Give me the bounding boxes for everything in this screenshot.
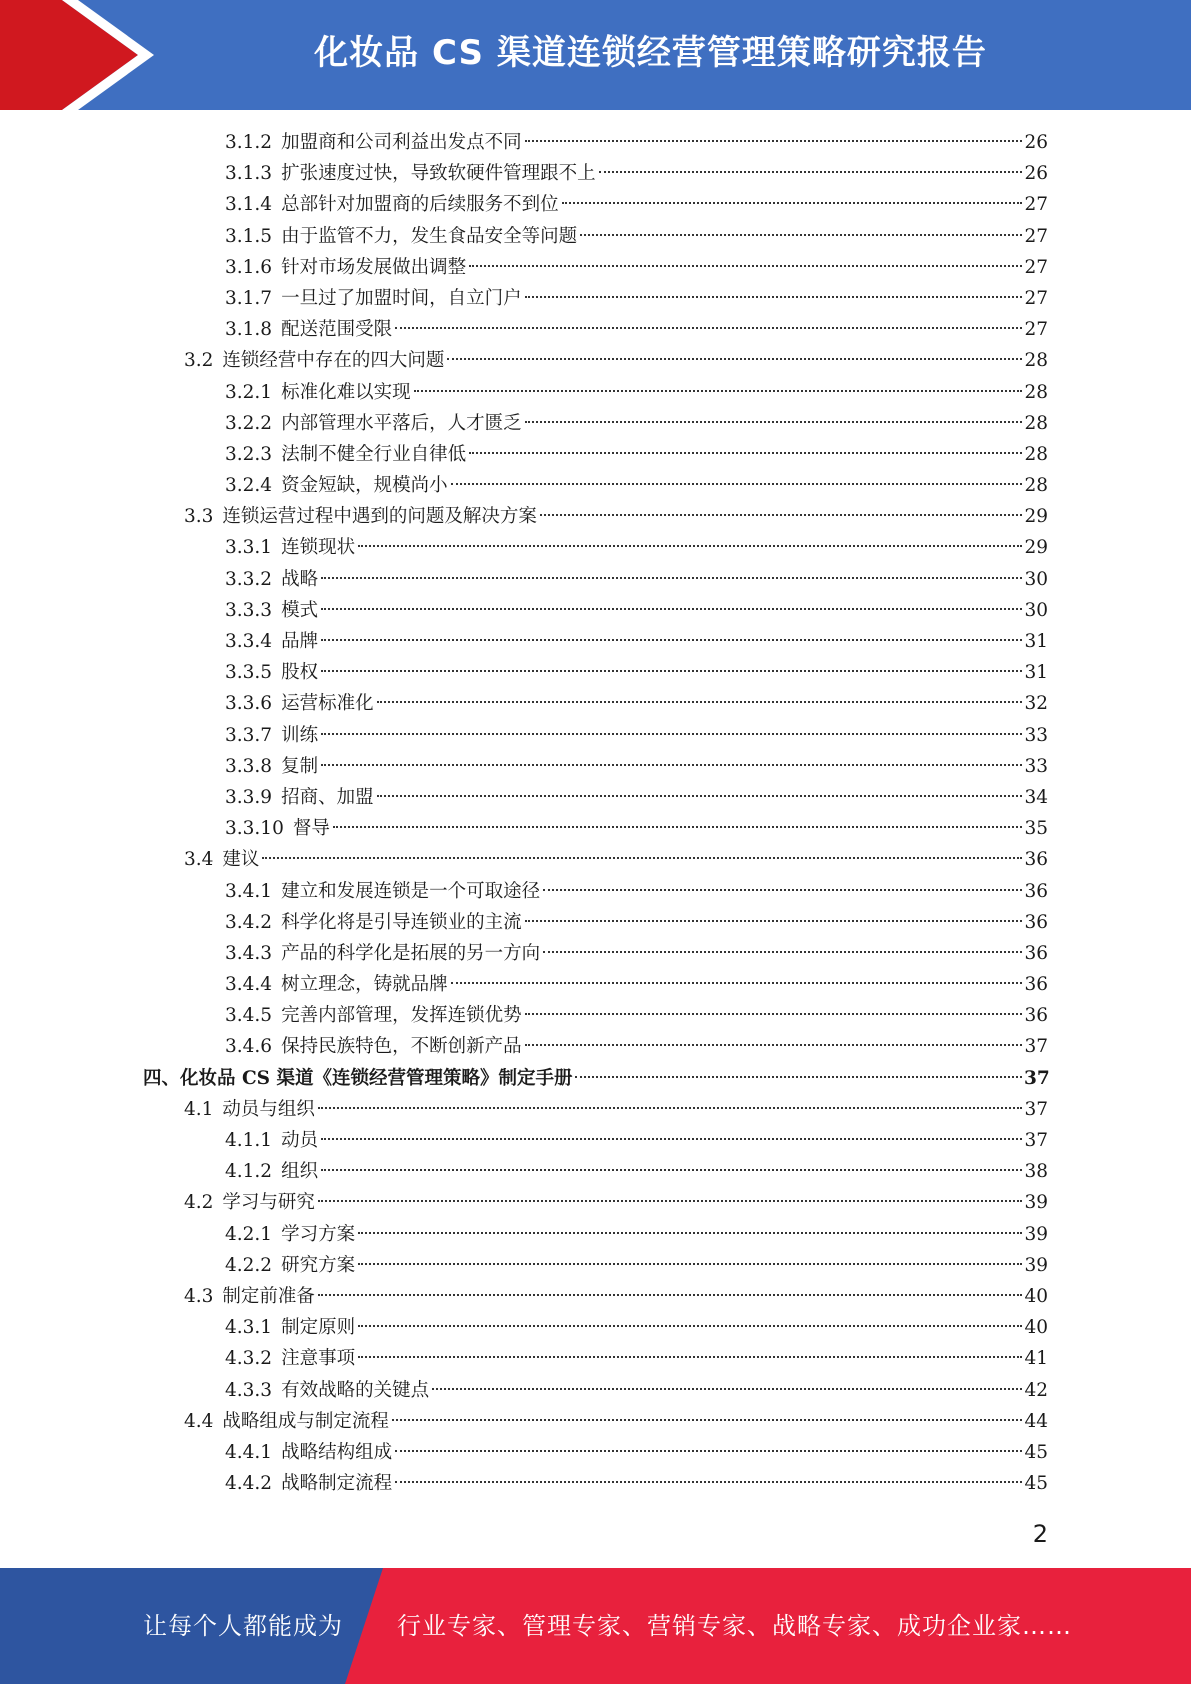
- toc-entry-title: 研究方案: [281, 1254, 356, 1276]
- toc-entry-title: 模式: [281, 599, 319, 621]
- toc-entry-title: 动员: [281, 1130, 319, 1151]
- toc-dot-leader: [469, 452, 1022, 454]
- toc-dot-leader: [358, 545, 1022, 547]
- toc-entry-page: 28: [1024, 381, 1048, 403]
- toc-entry-page: 34: [1024, 786, 1048, 808]
- toc-entry-number: 3.4.5: [225, 1005, 273, 1027]
- toc-entry-title: 督导: [292, 818, 330, 840]
- toc-entry[interactable]: [0, 907, 1191, 938]
- toc-entry-number: 3.4.6: [225, 1036, 273, 1058]
- toc-entry-page: 42: [1024, 1379, 1048, 1401]
- toc-entry-number: 3.1.2: [225, 132, 273, 153]
- toc-entry[interactable]: [0, 782, 1191, 813]
- toc-entry-title: 战略组成与制定流程: [222, 1410, 389, 1432]
- toc-entry[interactable]: [0, 221, 1191, 252]
- toc-dot-leader: [321, 577, 1022, 579]
- toc-entry[interactable]: [0, 564, 1191, 595]
- toc-entry-page: 28: [1024, 412, 1048, 434]
- toc-dot-leader: [525, 1013, 1022, 1015]
- toc-entry-page: 28: [1024, 443, 1048, 465]
- toc-entry-number: 3.1.4: [225, 194, 273, 216]
- toc-entry-title: 复制: [281, 755, 319, 777]
- toc-entry-page: 30: [1024, 599, 1048, 621]
- toc-entry-title: 连锁运营过程中遇到的问题及解决方案: [222, 506, 537, 528]
- toc-entry-page: 36: [1024, 849, 1048, 871]
- toc-entry-number: 3.1.5: [225, 225, 273, 247]
- toc-dot-leader: [358, 1325, 1022, 1327]
- toc-entry-page: 45: [1024, 1441, 1048, 1463]
- toc-entry-title: 树立理念，铸就品牌: [281, 974, 448, 996]
- toc-entry-page: 45: [1024, 1473, 1048, 1495]
- toc-entry-number: 3.2.4: [225, 475, 273, 497]
- toc-entry[interactable]: [0, 1063, 1191, 1094]
- toc-entry-title: 建议: [222, 849, 260, 871]
- toc-entry[interactable]: [0, 1312, 1191, 1343]
- toc-dot-leader: [525, 920, 1022, 922]
- toc-entry-page: 27: [1024, 194, 1048, 216]
- toc-dot-leader: [525, 1044, 1022, 1046]
- toc-entry-page: 26: [1024, 163, 1048, 185]
- toc-dot-leader: [395, 1450, 1022, 1452]
- toc-dot-leader: [321, 670, 1022, 672]
- toc-entry-number: 3.3.6: [225, 693, 273, 715]
- toc-entry[interactable]: [0, 969, 1191, 1000]
- toc-entry[interactable]: [0, 127, 1191, 158]
- toc-entry[interactable]: [0, 1250, 1191, 1281]
- toc-entry-title: 加盟商和公司利益出发点不同: [281, 132, 522, 153]
- toc-entry-title: 内部管理水平落后，人才匮乏: [281, 412, 522, 434]
- toc-entry-page: 44: [1024, 1410, 1048, 1432]
- toc-entry-page: 29: [1024, 506, 1048, 528]
- toc-entry-number: 3.3: [184, 506, 214, 528]
- toc-entry-title: 制定原则: [281, 1317, 356, 1339]
- toc-entry-number: 4.3.1: [225, 1317, 273, 1339]
- toc-entry-page: 27: [1024, 225, 1048, 247]
- toc-dot-leader: [543, 889, 1022, 891]
- toc-dot-leader: [358, 1232, 1022, 1234]
- toc-entry[interactable]: [0, 595, 1191, 626]
- toc-entry-page: 37: [1024, 1036, 1048, 1058]
- toc-entry[interactable]: [0, 1281, 1191, 1312]
- toc-entry-page: 35: [1024, 818, 1048, 840]
- toc-entry-number: 3.3.5: [225, 662, 273, 684]
- toc-entry-number: 3.3.2: [225, 568, 273, 590]
- toc-dot-leader: [451, 483, 1022, 485]
- toc-entry-number: 3.1.8: [225, 319, 273, 341]
- toc-entry[interactable]: [0, 470, 1191, 501]
- toc-entry-page: 27: [1024, 256, 1048, 278]
- toc-entry-page: 32: [1024, 693, 1048, 715]
- toc-entry[interactable]: [0, 1031, 1191, 1062]
- toc-dot-leader: [318, 1107, 1022, 1109]
- toc-entry-title: 由于监管不力，发生食品安全等问题: [281, 225, 578, 247]
- toc-dot-leader: [318, 1200, 1022, 1202]
- header-arrow-logo: [0, 0, 170, 110]
- toc-entry-title: 战略结构组成: [281, 1441, 393, 1463]
- toc-entry-title: 完善内部管理，发挥连锁优势: [281, 1005, 522, 1027]
- toc-entry-number: 3.1.6: [225, 256, 273, 278]
- toc-dot-leader: [392, 1419, 1022, 1421]
- toc-entry[interactable]: [0, 1437, 1191, 1468]
- toc-entry-title: 资金短缺，规模尚小: [281, 475, 448, 497]
- toc-entry[interactable]: [0, 1094, 1191, 1125]
- footer-slogan-right: 行业专家、管理专家、营销专家、战略专家、成功企业家……: [397, 1612, 1072, 1640]
- toc-entry-number: 3.3.1: [225, 537, 273, 559]
- toc-entry[interactable]: [0, 158, 1191, 189]
- toc-entry-title: 招商、加盟: [281, 786, 374, 808]
- toc-entry-page: 36: [1024, 974, 1048, 996]
- toc-dot-leader: [321, 764, 1022, 766]
- toc-entry[interactable]: [0, 720, 1191, 751]
- toc-dot-leader: [540, 514, 1022, 516]
- toc-entry-number: 3.1.7: [225, 287, 273, 309]
- toc-entry-number: 3.2: [184, 350, 214, 372]
- toc-dot-leader: [432, 1388, 1022, 1390]
- toc-entry[interactable]: [0, 1187, 1191, 1218]
- toc-entry-page: 38: [1024, 1161, 1048, 1183]
- toc-entry-title: 注意事项: [281, 1348, 356, 1370]
- toc-entry[interactable]: [0, 1219, 1191, 1250]
- toc-entry[interactable]: [0, 532, 1191, 563]
- toc-dot-leader: [543, 951, 1022, 953]
- toc-entry-title: 建立和发展连锁是一个可取途径: [281, 880, 541, 902]
- toc-entry-number: 3.4.4: [225, 974, 273, 996]
- toc-dot-leader: [580, 234, 1022, 236]
- toc-entry-page: 39: [1024, 1223, 1048, 1245]
- toc-entry-number: 4.2.2: [225, 1254, 273, 1276]
- toc-entry-title: 连锁现状: [281, 537, 356, 559]
- page-footer: [0, 1568, 1191, 1684]
- toc-entry-page: 27: [1024, 319, 1048, 341]
- toc-dot-leader: [377, 795, 1022, 797]
- toc-dot-leader: [321, 1169, 1022, 1171]
- toc-entry-page: 40: [1024, 1285, 1048, 1307]
- toc-entry-number: 3.3.8: [225, 755, 273, 777]
- footer-slogan-left: 让每个人都能成为: [143, 1612, 343, 1640]
- toc-dot-leader: [321, 1138, 1022, 1140]
- toc-entry[interactable]: [0, 657, 1191, 688]
- toc-entry-title: 训练: [281, 724, 319, 746]
- toc-entry-title: 法制不健全行业自律低: [281, 443, 467, 465]
- toc-entry-page: 31: [1024, 662, 1048, 684]
- toc-entry-number: 3.2.1: [225, 381, 273, 403]
- toc-entry-title: 化妆品 CS 渠道《连锁经营管理策略》制定手册: [180, 1067, 573, 1089]
- toc-dot-leader: [395, 1481, 1022, 1483]
- toc-dot-leader: [447, 358, 1022, 360]
- toc-entry-title: 连锁经营中存在的四大问题: [222, 350, 445, 372]
- toc-entry-number: 4.3.3: [225, 1379, 273, 1401]
- toc-entry-page: 36: [1024, 942, 1048, 964]
- toc-entry[interactable]: [0, 876, 1191, 907]
- toc-entry-number: 3.4: [184, 849, 214, 871]
- toc-entry[interactable]: [0, 252, 1191, 283]
- toc-entry[interactable]: [0, 283, 1191, 314]
- toc-entry-page: 41: [1024, 1348, 1048, 1370]
- toc-entry[interactable]: [0, 377, 1191, 408]
- toc-entry[interactable]: [0, 1375, 1191, 1406]
- toc-entry-title: 运营标准化: [281, 693, 374, 715]
- toc-entry-title: 总部针对加盟商的后续服务不到位: [281, 194, 559, 216]
- toc-entry-title: 配送范围受限: [281, 319, 393, 341]
- page-number: 2: [1032, 1520, 1048, 1548]
- toc-entry-page: 37: [1024, 1098, 1048, 1120]
- toc-entry[interactable]: [0, 345, 1191, 376]
- toc-dot-leader: [262, 857, 1022, 859]
- toc-dot-leader: [395, 327, 1022, 329]
- toc-entry-number: 3.3.3: [225, 599, 273, 621]
- toc-entry-number: 4.1.1: [225, 1130, 273, 1151]
- page-header: [0, 0, 1191, 110]
- toc-entry-number: 3.4.2: [225, 911, 273, 933]
- toc-entry-page: 36: [1024, 1005, 1048, 1027]
- toc-entry[interactable]: [0, 501, 1191, 532]
- toc-entry-page: 27: [1024, 287, 1048, 309]
- toc-entry[interactable]: [0, 688, 1191, 719]
- toc-entry-page: 30: [1024, 568, 1048, 590]
- toc-entry-title: 一旦过了加盟时间，自立门户: [281, 287, 522, 309]
- toc-entry[interactable]: [0, 439, 1191, 470]
- header-title: 化妆品 CS 渠道连锁经营管理策略研究报告: [314, 33, 987, 73]
- toc-entry-title: 制定前准备: [222, 1285, 315, 1307]
- toc-dot-leader: [377, 701, 1022, 703]
- toc-entry-page: 36: [1024, 911, 1048, 933]
- toc-entry[interactable]: [0, 408, 1191, 439]
- toc-dot-leader: [575, 1076, 1022, 1078]
- toc-entry-number: 4.3: [184, 1285, 214, 1307]
- toc-entry-title: 科学化将是引导连锁业的主流: [281, 911, 522, 933]
- toc-entry-page: 31: [1024, 631, 1048, 652]
- toc-entry[interactable]: [0, 1156, 1191, 1187]
- toc-entry-page: 26: [1024, 132, 1048, 153]
- toc-entry[interactable]: [0, 314, 1191, 345]
- toc-entry-number: 3.4.1: [225, 880, 273, 902]
- toc-entry[interactable]: [0, 1406, 1191, 1437]
- toc-entry-page: 37: [1024, 1067, 1050, 1089]
- toc-dot-leader: [414, 390, 1022, 392]
- toc-entry-number: 3.2.3: [225, 443, 273, 465]
- toc-entry[interactable]: [0, 813, 1191, 844]
- toc-entry-number: 4.2.1: [225, 1223, 273, 1245]
- toc-entry-title: 战略: [281, 568, 319, 590]
- toc-entry-number: 4.4: [184, 1410, 214, 1432]
- toc-entry-title: 股权: [281, 662, 319, 684]
- toc-entry-title: 产品的科学化是拓展的另一方向: [281, 942, 541, 964]
- toc-entry-page: 29: [1024, 537, 1048, 559]
- toc-entry-title: 动员与组织: [222, 1098, 315, 1120]
- toc-dot-leader: [599, 171, 1022, 173]
- toc-entry[interactable]: [0, 938, 1191, 969]
- toc-entry-number: 4.1.2: [225, 1161, 273, 1183]
- toc-entry-number: 3.3.7: [225, 724, 273, 746]
- toc-dot-leader: [321, 608, 1022, 610]
- toc-entry-title: 针对市场发展做出调整: [281, 256, 467, 278]
- toc-entry[interactable]: [0, 189, 1191, 220]
- toc-entry-title: 有效战略的关键点: [281, 1379, 430, 1401]
- toc-dot-leader: [318, 1294, 1022, 1296]
- toc-entry-number: 4.4.2: [225, 1473, 273, 1495]
- toc-entry-title: 组织: [281, 1161, 319, 1183]
- toc-entry-number: 四、: [143, 1067, 181, 1089]
- toc-dot-leader: [321, 733, 1022, 735]
- toc-dot-leader: [525, 140, 1022, 142]
- toc-entry-number: 3.3.9: [225, 786, 273, 808]
- toc-entry-number: 3.3.10: [225, 818, 284, 840]
- toc-dot-leader: [525, 421, 1022, 423]
- toc-entry-number: 4.2: [184, 1192, 214, 1214]
- toc-entry-page: 36: [1024, 880, 1048, 902]
- toc-entry-page: 28: [1024, 350, 1048, 372]
- toc-entry-title: 保持民族特色，不断创新产品: [281, 1036, 522, 1058]
- toc-dot-leader: [358, 1263, 1022, 1265]
- toc-entry-title: 品牌: [281, 631, 319, 652]
- toc-entry-page: 28: [1024, 475, 1048, 497]
- toc-entry-number: 4.3.2: [225, 1348, 273, 1370]
- toc-entry-title: 战略制定流程: [281, 1473, 393, 1495]
- toc-dot-leader: [525, 296, 1022, 298]
- toc-dot-leader: [321, 639, 1022, 641]
- toc-entry[interactable]: [0, 1125, 1191, 1156]
- toc-entry[interactable]: [0, 1468, 1191, 1499]
- toc-entry-page: 33: [1024, 755, 1048, 777]
- toc-entry[interactable]: [0, 751, 1191, 782]
- toc-entry-page: 37: [1024, 1130, 1048, 1151]
- toc-entry[interactable]: [0, 1343, 1191, 1374]
- toc-entry-number: 4.4.1: [225, 1441, 273, 1463]
- toc-entry-title: 学习与研究: [222, 1192, 315, 1214]
- table-of-contents: [0, 127, 1191, 1499]
- toc-entry-number: 3.2.2: [225, 412, 273, 434]
- toc-dot-leader: [451, 982, 1022, 984]
- toc-dot-leader: [469, 265, 1022, 267]
- toc-entry[interactable]: [0, 626, 1191, 657]
- toc-entry-number: 4.1: [184, 1098, 214, 1120]
- toc-entry-page: 33: [1024, 724, 1048, 746]
- toc-dot-leader: [358, 1356, 1022, 1358]
- toc-entry[interactable]: [0, 1000, 1191, 1031]
- toc-entry-number: 3.3.4: [225, 631, 273, 652]
- toc-entry-number: 3.4.3: [225, 942, 273, 964]
- toc-dot-leader: [562, 202, 1022, 204]
- toc-entry-page: 39: [1024, 1254, 1048, 1276]
- toc-entry[interactable]: [0, 844, 1191, 875]
- toc-entry-title: 扩张速度过快，导致软硬件管理跟不上: [281, 163, 596, 185]
- toc-entry-page: 39: [1024, 1192, 1048, 1214]
- toc-entry-page: 40: [1024, 1317, 1048, 1339]
- toc-dot-leader: [333, 826, 1022, 828]
- toc-entry-title: 学习方案: [281, 1223, 356, 1245]
- toc-entry-title: 标准化难以实现: [281, 381, 411, 403]
- toc-entry-number: 3.1.3: [225, 163, 273, 185]
